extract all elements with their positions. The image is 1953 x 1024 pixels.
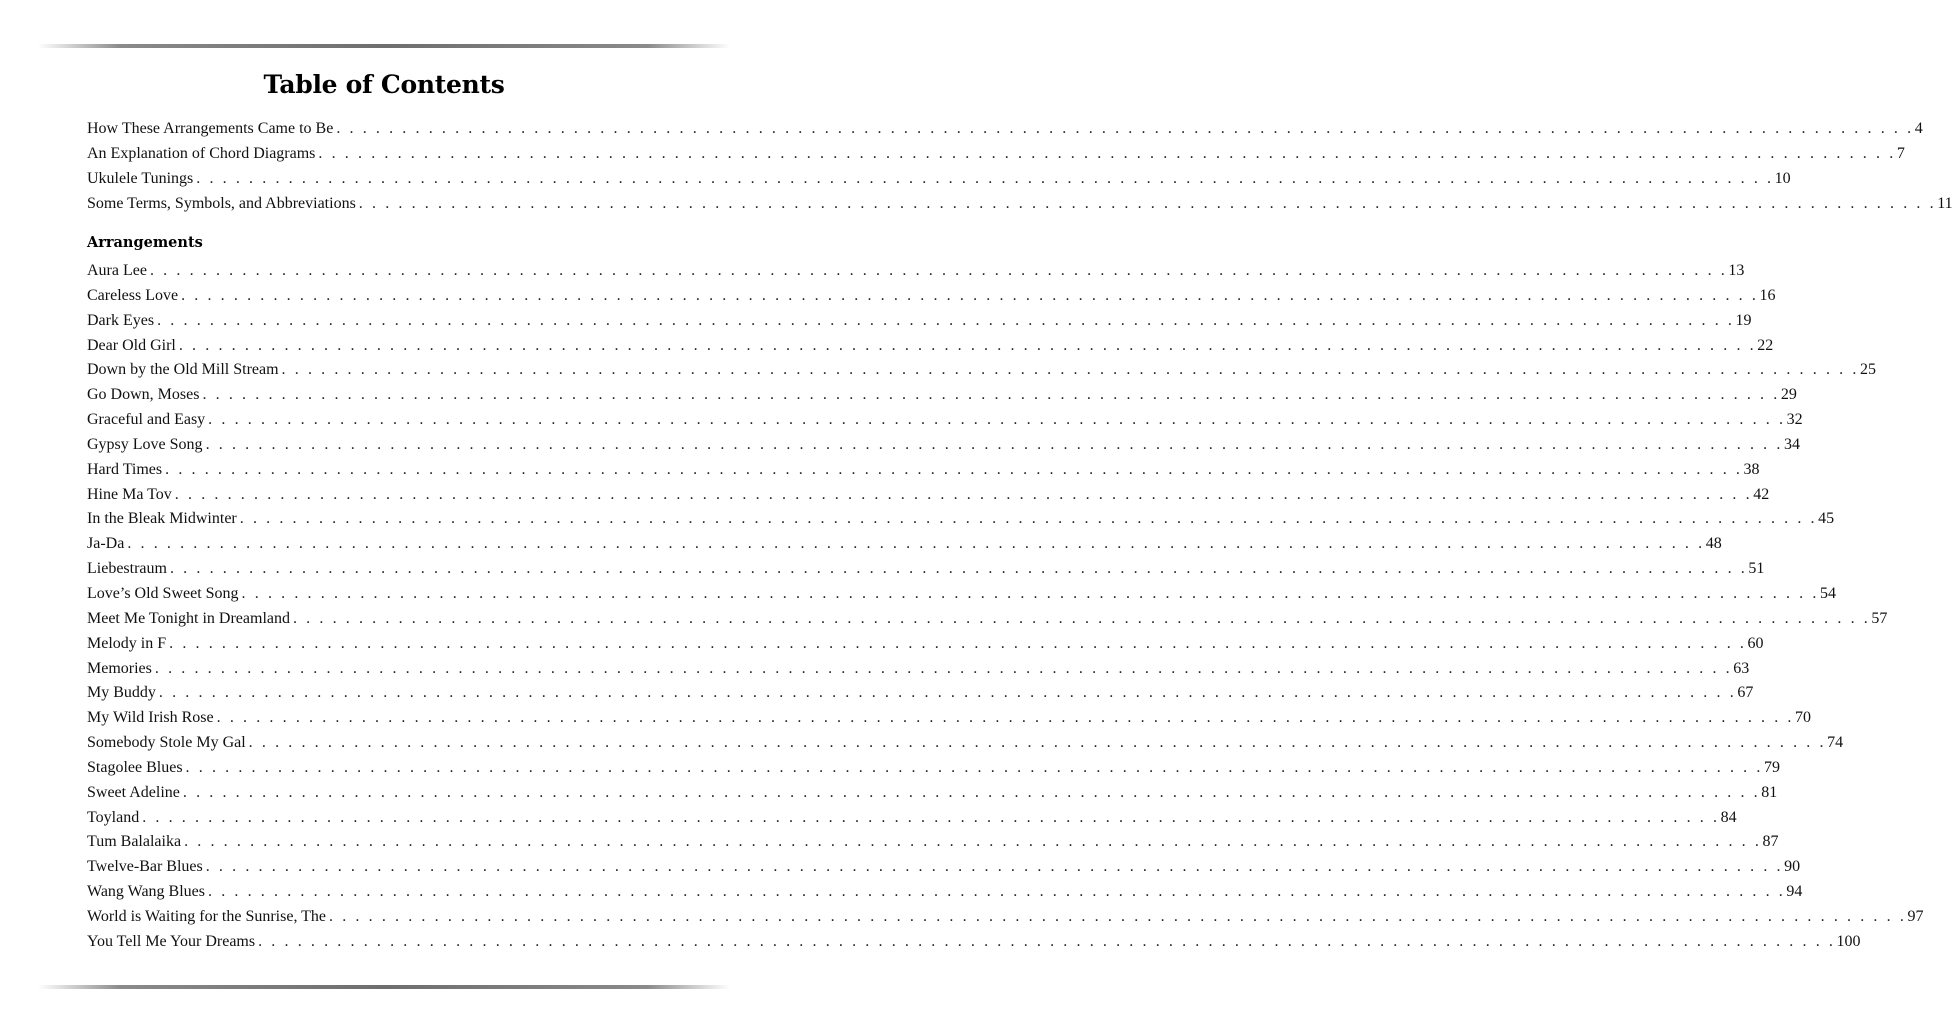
toc-entry-title: Sweet Adeline bbox=[87, 783, 180, 801]
dot-leader: . . . . . . . . . . . . . . . . . . . . . . . . . . . . . . . . . . . . . . . . . . . . . . . . . . . . . . . . . . . . . . . . . . . . . . . . . . . . . . . . . . . . . . . . . . . . . . . . . . . . . . . . . . . . . . . . . . . . . . . . bbox=[185, 758, 1763, 776]
toc-entry-title: Tum Balalaika bbox=[87, 833, 182, 851]
toc-entry bbox=[87, 657, 1750, 682]
toc-entry-title: An Explanation of Chord Diagrams bbox=[87, 144, 316, 162]
toc-entry-page: 16 bbox=[1759, 286, 1776, 304]
toc-entry-title: Love’s Old Sweet Song bbox=[87, 584, 239, 602]
toc-entry-page: 57 bbox=[1871, 609, 1888, 627]
toc-entry-page: 51 bbox=[1748, 560, 1765, 578]
toc-entry bbox=[87, 358, 1876, 383]
toc-entry-title: Gypsy Love Song bbox=[87, 435, 203, 453]
toc-entry-title: Ukulele Tunings bbox=[87, 169, 194, 187]
toc-entry-page: 74 bbox=[1827, 734, 1844, 752]
toc-entry-page: 7 bbox=[1896, 144, 1905, 162]
toc-entry bbox=[87, 756, 1780, 781]
dot-leader: . . . . . . . . . . . . . . . . . . . . . . . . . . . . . . . . . . . . . . . . . . . . . . . . . . . . . . . . . . . . . . . . . . . . . . . . . . . . . . . . . . . . . . . . . . . . . . . . . . . . . . . . . . . . . . . . . . . . . . . . bbox=[202, 386, 1780, 404]
toc-entry-page: 100 bbox=[1836, 932, 1861, 950]
toc-entry-page: 32 bbox=[1786, 411, 1803, 429]
toc-entry bbox=[87, 142, 1905, 167]
toc-entry bbox=[87, 259, 1745, 284]
dot-leader: . . . . . . . . . . . . . . . . . . . . . . . . . . . . . . . . . . . . . . . . . . . . . . . . . . . . . . . . . . . . . . . . . . . . . . . . . . . . . . . . . . . . . . . . . . . . . . . . . . . . . . . . . . . . . . . . . . . . . . . . bbox=[208, 883, 1786, 901]
toc-entry-page: 70 bbox=[1795, 709, 1812, 727]
toc-entry bbox=[87, 117, 1923, 142]
toc-entry bbox=[87, 905, 1924, 930]
toc-entry-page: 45 bbox=[1818, 510, 1835, 528]
toc-entry bbox=[87, 507, 1835, 532]
intro-toc-list bbox=[87, 117, 1953, 216]
toc-entry bbox=[87, 806, 1737, 831]
toc-entry-page: 10 bbox=[1774, 169, 1791, 187]
dot-leader: . . . . . . . . . . . . . . . . . . . . . . . . . . . . . . . . . . . . . . . . . . . . . . . . . . . . . . . . . . . . . . . . . . . . . . . . . . . . . . . . . . . . . . . . . . . . . . . . . . . . . . . . . . . . . . . . . . . . . . . . bbox=[127, 535, 1705, 553]
dot-leader: . . . . . . . . . . . . . . . . . . . . . . . . . . . . . . . . . . . . . . . . . . . . . . . . . . . . . . . . . . . . . . . . . . . . . . . . . . . . . . . . . . . . . . . . . . . . . . . . . . . . . . . . . . . . . . . . . . . . . . . . bbox=[169, 634, 1747, 652]
page-title: Table of Contents bbox=[263, 70, 505, 99]
toc-entry-title: Toyland bbox=[87, 808, 140, 826]
toc-entry bbox=[87, 930, 1861, 955]
dot-leader: . . . . . . . . . . . . . . . . . . . . . . . . . . . . . . . . . . . . . . . . . . . . . . . . . . . . . . . . . . . . . . . . . . . . . . . . . . . . . . . . . . . . . . . . . . . . . . . . . . . . . . . . . . . . . . . . . . . . . . . . bbox=[149, 262, 1728, 279]
toc-entry bbox=[87, 309, 1752, 334]
toc-entry bbox=[87, 731, 1844, 756]
toc-entry bbox=[87, 557, 1765, 582]
toc-entry bbox=[87, 830, 1779, 855]
top-divider bbox=[38, 44, 730, 48]
toc-entry-page: 25 bbox=[1859, 361, 1876, 379]
toc-entry-title: Go Down, Moses bbox=[87, 386, 200, 404]
toc-entry-page: 4 bbox=[1914, 120, 1923, 137]
arrangements-heading: Arrangements bbox=[87, 234, 203, 251]
toc-entry-page: 42 bbox=[1753, 485, 1770, 503]
toc-entry-title: Graceful and Easy bbox=[87, 411, 206, 429]
dot-leader: . . . . . . . . . . . . . . . . . . . . . . . . . . . . . . . . . . . . . . . . . . . . . . . . . . . . . . . . . . . . . . . . . . . . . . . . . . . . . . . . . . . . . . . . . . . . . . . . . . . . . . . . . . . . . . . . . . . . . . . . bbox=[281, 361, 1859, 379]
toc-entry-page: 67 bbox=[1737, 684, 1754, 702]
toc-entry-title: Memories bbox=[87, 659, 152, 677]
toc-entry-title: Stagolee Blues bbox=[87, 758, 183, 776]
dot-leader: . . . . . . . . . . . . . . . . . . . . . . . . . . . . . . . . . . . . . . . . . . . . . . . . . . . . . . . . . . . . . . . . . . . . . . . . . . . . . . . . . . . . . . . . . . . . . . . . . . . . . . . . . . . . . . . . . . . . . . . . bbox=[292, 609, 1871, 627]
toc-entry-page: 54 bbox=[1819, 584, 1836, 602]
dot-leader: . . . . . . . . . . . . . . . . . . . . . . . . . . . . . . . . . . . . . . . . . . . . . . . . . . . . . . . . . . . . . . . . . . . . . . . . . . . . . . . . . . . . . . . . . . . . . . . . . . . . . . . . . . . . . . . . . . . . . . . . bbox=[157, 311, 1735, 329]
toc-entry-title: My Wild Irish Rose bbox=[87, 709, 214, 727]
dot-leader: . . . . . . . . . . . . . . . . . . . . . . . . . . . . . . . . . . . . . . . . . . . . . . . . . . . . . . . . . . . . . . . . . . . . . . . . . . . . . . . . . . . . . . . . . . . . . . . . . . . . . . . . . . . . . . . . . . . . . . . . bbox=[248, 734, 1827, 752]
dot-leader: . . . . . . . . . . . . . . . . . . . . . . . . . . . . . . . . . . . . . . . . . . . . . . . . . . . . . . . . . . . . . . . . . . . . . . . . . . . . . . . . . . . . . . . . . . . . . . . . . . . . . . . . . . . . . . . . . . . . . . . . bbox=[169, 560, 1748, 578]
dot-leader: . . . . . . . . . . . . . . . . . . . . . . . . . . . . . . . . . . . . . . . . . . . . . . . . . . . . . . . . . . . . . . . . . . . . . . . . . . . . . . . . . . . . . . . . . . . . . . . . . . . . . . . . . . . . . . . . . . . . . . . . bbox=[208, 411, 1786, 429]
toc-entry-page: 22 bbox=[1757, 336, 1774, 354]
dot-leader: . . . . . . . . . . . . . . . . . . . . . . . . . . . . . . . . . . . . . . . . . . . . . . . . . . . . . . . . . . . . . . . . . . . . . . . . . . . . . . . . . . . . . . . . . . . . . . . . . . . . . . . . . . . . . . . . . . . . . . . . bbox=[336, 120, 1914, 137]
toc-entry-title: Meet Me Tonight in Dreamland bbox=[87, 609, 290, 627]
toc-entry-page: 48 bbox=[1705, 535, 1722, 553]
toc-entry-page: 90 bbox=[1784, 858, 1801, 876]
toc-entry-title: Hard Times bbox=[87, 460, 163, 478]
toc-entry bbox=[87, 433, 1800, 458]
toc-entry-title: Dark Eyes bbox=[87, 311, 155, 329]
dot-leader: . . . . . . . . . . . . . . . . . . . . . . . . . . . . . . . . . . . . . . . . . . . . . . . . . . . . . . . . . . . . . . . . . . . . . . . . . . . . . . . . . . . . . . . . . . . . . . . . . . . . . . . . . . . . . . . . . . . . . . . . bbox=[178, 336, 1757, 354]
toc-entry-title: Melody in F bbox=[87, 634, 167, 652]
dot-leader: . . . . . . . . . . . . . . . . . . . . . . . . . . . . . . . . . . . . . . . . . . . . . . . . . . . . . . . . . . . . . . . . . . . . . . . . . . . . . . . . . . . . . . . . . . . . . . . . . . . . . . . . . . . . . . . . . . . . . . . . bbox=[181, 286, 1759, 304]
toc-entry-title: My Buddy bbox=[87, 684, 156, 702]
toc-entry-page: 11 bbox=[1937, 194, 1953, 212]
toc-entry-title: You Tell Me Your Dreams bbox=[87, 932, 256, 950]
toc-entry-page: 38 bbox=[1743, 460, 1760, 478]
dot-leader: . . . . . . . . . . . . . . . . . . . . . . . . . . . . . . . . . . . . . . . . . . . . . . . . . . . . . . . . . . . . . . . . . . . . . . . . . . . . . . . . . . . . . . . . . . . . . . . . . . . . . . . . . . . . . . . . . . . . . . . . bbox=[158, 684, 1737, 702]
toc-entry-title: Twelve-Bar Blues bbox=[87, 858, 203, 876]
toc-entry bbox=[87, 458, 1760, 483]
dot-leader: . . . . . . . . . . . . . . . . . . . . . . . . . . . . . . . . . . . . . . . . . . . . . . . . . . . . . . . . . . . . . . . . . . . . . . . . . . . . . . . . . . . . . . . . . . . . . . . . . . . . . . . . . . . . . . . . . . . . . . . . bbox=[184, 833, 1762, 851]
toc-entry bbox=[87, 483, 1770, 508]
toc-entry-page: 97 bbox=[1907, 907, 1924, 925]
toc-entry-title: Hine Ma Tov bbox=[87, 485, 172, 503]
toc-entry bbox=[87, 632, 1764, 657]
dot-leader: . . . . . . . . . . . . . . . . . . . . . . . . . . . . . . . . . . . . . . . . . . . . . . . . . . . . . . . . . . . . . . . . . . . . . . . . . . . . . . . . . . . . . . . . . . . . . . . . . . . . . . . . . . . . . . . . . . . . . . . . bbox=[174, 485, 1753, 503]
dot-leader: . . . . . . . . . . . . . . . . . . . . . . . . . . . . . . . . . . . . . . . . . . . . . . . . . . . . . . . . . . . . . . . . . . . . . . . . . . . . . . . . . . . . . . . . . . . . . . . . . . . . . . . . . . . . . . . . . . . . . . . . bbox=[196, 169, 1774, 187]
dot-leader: . . . . . . . . . . . . . . . . . . . . . . . . . . . . . . . . . . . . . . . . . . . . . . . . . . . . . . . . . . . . . . . . . . . . . . . . . . . . . . . . . . . . . . . . . . . . . . . . . . . . . . . . . . . . . . . . . . . . . . . . bbox=[182, 783, 1761, 801]
toc-entry-title: Dear Old Girl bbox=[87, 336, 176, 354]
bottom-divider bbox=[38, 985, 730, 989]
toc-entry-page: 60 bbox=[1747, 634, 1764, 652]
toc-entry-page: 19 bbox=[1735, 311, 1752, 329]
toc-entry-title: Wang Wang Blues bbox=[87, 883, 205, 901]
dot-leader: . . . . . . . . . . . . . . . . . . . . . . . . . . . . . . . . . . . . . . . . . . . . . . . . . . . . . . . . . . . . . . . . . . . . . . . . . . . . . . . . . . . . . . . . . . . . . . . . . . . . . . . . . . . . . . . . . . . . . . . . bbox=[165, 460, 1743, 478]
toc-entry-title: Ja-Da bbox=[87, 535, 125, 553]
dot-leader: . . . . . . . . . . . . . . . . . . . . . . . . . . . . . . . . . . . . . . . . . . . . . . . . . . . . . . . . . . . . . . . . . . . . . . . . . . . . . . . . . . . . . . . . . . . . . . . . . . . . . . . . . . . . . . . . . . . . . . . . bbox=[205, 435, 1783, 453]
toc-entry bbox=[87, 582, 1836, 607]
toc-entry bbox=[87, 284, 1776, 309]
toc-entry-page: 84 bbox=[1720, 808, 1737, 826]
toc-entry-title: Liebestraum bbox=[87, 560, 167, 578]
dot-leader: . . . . . . . . . . . . . . . . . . . . . . . . . . . . . . . . . . . . . . . . . . . . . . . . . . . . . . . . . . . . . . . . . . . . . . . . . . . . . . . . . . . . . . . . . . . . . . . . . . . . . . . . . . . . . . . . . . . . . . . . bbox=[216, 709, 1795, 727]
arrangements-toc-list bbox=[87, 259, 1924, 955]
toc-entry-title: Careless Love bbox=[87, 286, 179, 304]
toc-entry-title: Down by the Old Mill Stream bbox=[87, 361, 279, 379]
toc-entry-page: 79 bbox=[1763, 758, 1780, 776]
toc-entry-page: 34 bbox=[1783, 435, 1800, 453]
toc-entry-title: In the Bleak Midwinter bbox=[87, 510, 237, 528]
toc-entry bbox=[87, 334, 1774, 359]
toc-entry-title: Somebody Stole My Gal bbox=[87, 734, 246, 752]
toc-entry bbox=[87, 681, 1754, 706]
toc-entry bbox=[87, 607, 1888, 632]
toc-entry-page: 63 bbox=[1733, 659, 1750, 677]
toc-entry-title: World is Waiting for the Sunrise, The bbox=[87, 907, 327, 925]
toc-entry bbox=[87, 408, 1803, 433]
toc-entry bbox=[87, 532, 1722, 557]
toc-entry-title: Aura Lee bbox=[87, 262, 147, 279]
toc-entry-page: 94 bbox=[1786, 883, 1803, 901]
dot-leader: . . . . . . . . . . . . . . . . . . . . . . . . . . . . . . . . . . . . . . . . . . . . . . . . . . . . . . . . . . . . . . . . . . . . . . . . . . . . . . . . . . . . . . . . . . . . . . . . . . . . . . . . . . . . . . . . . . . . . . . . bbox=[154, 659, 1733, 677]
dot-leader: . . . . . . . . . . . . . . . . . . . . . . . . . . . . . . . . . . . . . . . . . . . . . . . . . . . . . . . . . . . . . . . . . . . . . . . . . . . . . . . . . . . . . . . . . . . . . . . . . . . . . . . . . . . . . . . . . . . . . . . . bbox=[329, 907, 1907, 925]
dot-leader: . . . . . . . . . . . . . . . . . . . . . . . . . . . . . . . . . . . . . . . . . . . . . . . . . . . . . . . . . . . . . . . . . . . . . . . . . . . . . . . . . . . . . . . . . . . . . . . . . . . . . . . . . . . . . . . . . . . . . . . . bbox=[318, 144, 1896, 162]
toc-entry-page: 13 bbox=[1728, 262, 1745, 279]
toc-entry-page: 81 bbox=[1761, 783, 1778, 801]
toc-entry bbox=[87, 706, 1812, 731]
toc-entry bbox=[87, 383, 1797, 408]
toc-entry bbox=[87, 880, 1803, 905]
toc-entry bbox=[87, 192, 1953, 217]
dot-leader: . . . . . . . . . . . . . . . . . . . . . . . . . . . . . . . . . . . . . . . . . . . . . . . . . . . . . . . . . . . . . . . . . . . . . . . . . . . . . . . . . . . . . . . . . . . . . . . . . . . . . . . . . . . . . . . . . . . . . . . . bbox=[241, 584, 1819, 602]
dot-leader: . . . . . . . . . . . . . . . . . . . . . . . . . . . . . . . . . . . . . . . . . . . . . . . . . . . . . . . . . . . . . . . . . . . . . . . . . . . . . . . . . . . . . . . . . . . . . . . . . . . . . . . . . . . . . . . . . . . . . . . . bbox=[258, 932, 1836, 950]
dot-leader: . . . . . . . . . . . . . . . . . . . . . . . . . . . . . . . . . . . . . . . . . . . . . . . . . . . . . . . . . . . . . . . . . . . . . . . . . . . . . . . . . . . . . . . . . . . . . . . . . . . . . . . . . . . . . . . . . . . . . . . . bbox=[205, 858, 1784, 876]
toc-entry-page: 29 bbox=[1780, 386, 1797, 404]
dot-leader: . . . . . . . . . . . . . . . . . . . . . . . . . . . . . . . . . . . . . . . . . . . . . . . . . . . . . . . . . . . . . . . . . . . . . . . . . . . . . . . . . . . . . . . . . . . . . . . . . . . . . . . . . . . . . . . . . . . . . . . . bbox=[358, 194, 1937, 212]
toc-entry bbox=[87, 855, 1801, 880]
toc-entry bbox=[87, 781, 1778, 806]
toc-entry-title: Some Terms, Symbols, and Abbreviations bbox=[87, 194, 356, 212]
dot-leader: . . . . . . . . . . . . . . . . . . . . . . . . . . . . . . . . . . . . . . . . . . . . . . . . . . . . . . . . . . . . . . . . . . . . . . . . . . . . . . . . . . . . . . . . . . . . . . . . . . . . . . . . . . . . . . . . . . . . . . . . bbox=[142, 808, 1720, 826]
toc-entry-title: How These Arrangements Came to Be bbox=[87, 120, 334, 137]
toc-entry bbox=[87, 167, 1791, 192]
toc-entry-page: 87 bbox=[1762, 833, 1779, 851]
dot-leader: . . . . . . . . . . . . . . . . . . . . . . . . . . . . . . . . . . . . . . . . . . . . . . . . . . . . . . . . . . . . . . . . . . . . . . . . . . . . . . . . . . . . . . . . . . . . . . . . . . . . . . . . . . . . . . . . . . . . . . . . bbox=[239, 510, 1818, 528]
